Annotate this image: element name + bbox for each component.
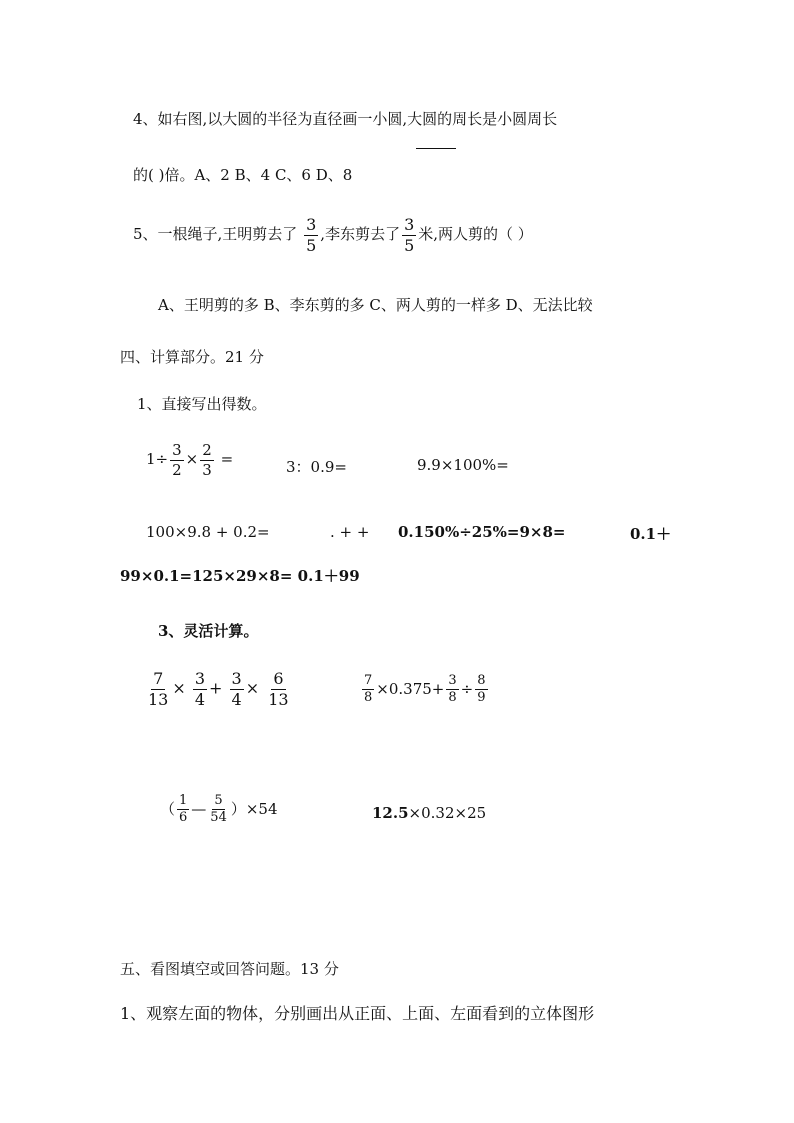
- fraction: [208, 794, 229, 826]
- numerator: 8: [475, 674, 487, 690]
- numerator: 3: [231, 669, 242, 688]
- section5-q1: 1、观察左面的物体，分别画出从正面、上面、左面看到的立体图形: [120, 1004, 595, 1023]
- numerator: 1: [177, 794, 189, 810]
- denominator: 3: [202, 460, 212, 479]
- denominator: 2: [172, 460, 182, 479]
- calc-row2-expr1: 100×9.8 + 0.2=: [146, 523, 270, 541]
- fraction: [193, 670, 207, 708]
- denominator: 8: [364, 690, 373, 706]
- numerator: 3: [194, 669, 206, 688]
- numerator: 5: [212, 794, 224, 810]
- denominator: 5: [306, 235, 317, 255]
- denominator: 13: [148, 689, 169, 709]
- expr-text: （: [160, 799, 176, 818]
- numerator: 7: [153, 669, 164, 688]
- fraction: [304, 216, 318, 254]
- flex-calc-3: [160, 794, 278, 826]
- section4-sub1: 1、直接写出得数。: [137, 395, 267, 413]
- q5-suffix: 米,两人剪的（ ）: [418, 225, 533, 244]
- operator: ×: [172, 678, 186, 698]
- expr-text: ×0.32×25: [408, 804, 487, 822]
- numerator: 2: [202, 441, 212, 459]
- q5-prefix: 5、一根绳子,王明剪去了: [133, 225, 298, 244]
- calc-row1-expr2: 3：0.9=: [286, 458, 347, 476]
- flex-calc-4: [372, 804, 486, 822]
- numerator: 3: [446, 674, 458, 690]
- calc-row1-expr3: 9.9×100%=: [417, 456, 509, 474]
- flex-calc-2: [360, 674, 490, 706]
- operator: +: [209, 678, 223, 698]
- expr-text: ）×54: [230, 799, 278, 818]
- denominator: 5: [404, 235, 415, 255]
- calc-row2-expr3: 0.150%÷25%=9×8=: [398, 523, 566, 541]
- fraction: [446, 674, 458, 706]
- operator: ×: [245, 678, 260, 698]
- operator: ÷: [460, 679, 474, 698]
- fraction: [177, 794, 189, 826]
- flex-calc-1: [144, 670, 293, 708]
- calc-row3: 99×0.1=125×29×8= 0.1＋99: [120, 567, 360, 585]
- numerator: 7: [362, 674, 374, 690]
- q5-mid: ,李东剪去了: [320, 225, 401, 244]
- section5-heading: 五、看图填空或回答问题。13 分: [120, 960, 339, 978]
- expr-text: =: [215, 450, 234, 468]
- denominator: 4: [231, 689, 242, 709]
- calc-row2-expr2: . + +: [330, 523, 370, 541]
- fraction: [200, 442, 214, 478]
- calc-row1-expr1: [146, 442, 233, 478]
- denominator: 9: [477, 690, 486, 706]
- expr-text: ×0.375+: [376, 679, 445, 698]
- q4-line1: 4、如右图,以大圆的半径为直径画一小圆,大圆的周长是小圆周长: [133, 110, 558, 128]
- fraction: [266, 670, 290, 708]
- numerator: 3: [306, 215, 317, 234]
- q5-stem: [133, 216, 533, 254]
- numerator: 3: [404, 215, 415, 234]
- denominator: 8: [448, 690, 457, 706]
- operator: ×: [185, 450, 199, 468]
- expr-text: 12.5: [372, 804, 409, 822]
- numerator: 6: [273, 669, 284, 688]
- section4-heading: 四、计算部分。21 分: [120, 348, 264, 366]
- fraction: [362, 674, 374, 706]
- fraction: [170, 442, 184, 478]
- q5-options: A、王明剪的多 B、李东剪的多 C、两人剪的一样多 D、无法比较: [158, 296, 593, 314]
- operator: —: [191, 799, 207, 818]
- answer-blank-line: [416, 148, 456, 149]
- denominator: 13: [268, 689, 289, 709]
- numerator: 3: [172, 441, 182, 459]
- section4-sub3: 3、灵活计算。: [158, 622, 259, 640]
- denominator: 4: [194, 689, 206, 709]
- calc-row2-expr4: 0.1＋: [630, 525, 672, 543]
- q4-line2: 的( )倍。A、2 B、4 C、6 D、8: [133, 166, 353, 184]
- denominator: 54: [210, 810, 227, 826]
- fraction: [402, 216, 416, 254]
- fraction: [230, 670, 244, 708]
- fraction: [475, 674, 487, 706]
- expr-text: 1÷: [146, 450, 169, 468]
- fraction: [146, 670, 170, 708]
- denominator: 6: [179, 810, 188, 826]
